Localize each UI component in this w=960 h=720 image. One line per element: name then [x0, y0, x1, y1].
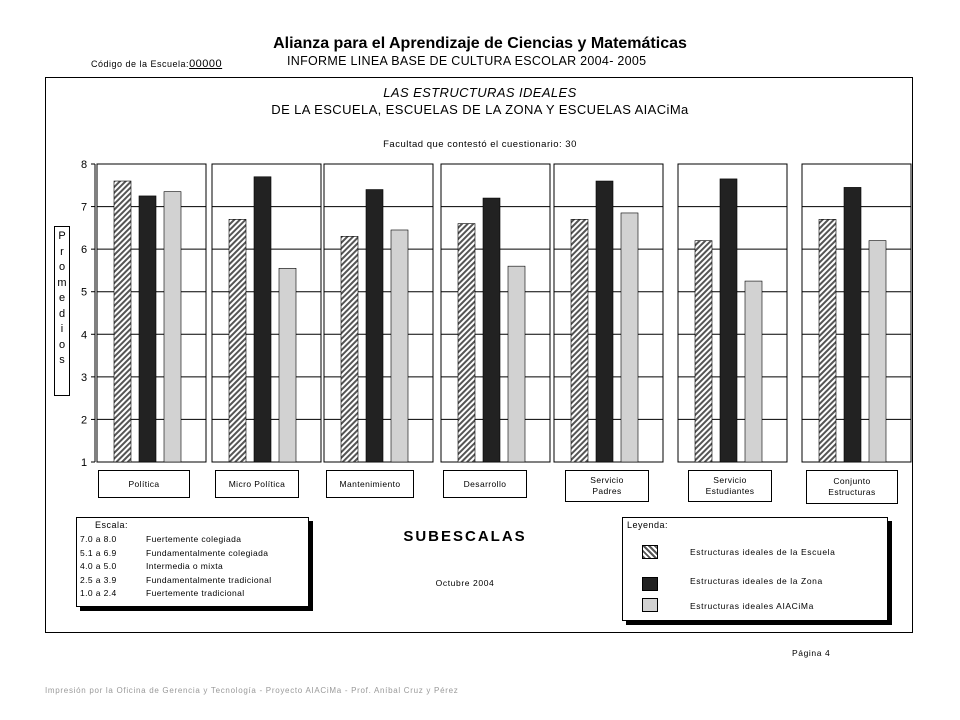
bar — [114, 181, 131, 462]
x-tick-label: Conjunto Estructuras — [806, 470, 898, 504]
page-number: Página 4 — [792, 648, 831, 658]
bar — [229, 219, 246, 462]
bar — [869, 241, 886, 462]
scale-range: 5.1 a 6.9 — [80, 547, 117, 558]
school-code-value: 00000 — [189, 58, 223, 70]
x-tick-label: Política — [98, 470, 190, 498]
bar — [571, 219, 588, 462]
scale-row — [80, 588, 245, 598]
report-subtitle: INFORME LINEA BASE DE CULTURA ESCOLAR 2004- 2005 — [287, 54, 647, 68]
bar — [745, 281, 762, 462]
x-tick-label: Micro Política — [215, 470, 299, 498]
bar — [621, 213, 638, 462]
bar — [695, 241, 712, 462]
scale-label: Fundamentalmente tradicional — [146, 574, 272, 585]
scale-row — [80, 548, 268, 558]
bar — [279, 268, 296, 462]
school-code-label: Código de la Escuela: — [91, 59, 190, 69]
bar — [508, 266, 525, 462]
y-tick-label: 8 — [80, 159, 88, 171]
report-title: Alianza para el Aprendizaje de Ciencias y Matemáticas — [273, 35, 687, 52]
legend-swatch — [642, 598, 658, 612]
y-axis-label: P r o m e d i o s — [54, 226, 70, 396]
x-tick-label: Mantenimiento — [326, 470, 414, 498]
y-tick-label: 3 — [80, 371, 88, 384]
legend-label: Estructuras ideales de la Zona — [690, 576, 823, 586]
x-tick-label: Desarrollo — [443, 470, 527, 498]
bar — [366, 190, 383, 462]
scale-label: Fuertemente tradicional — [146, 588, 245, 598]
scale-label: Intermedia o mixta — [146, 561, 224, 571]
bar — [483, 198, 500, 462]
bar — [254, 177, 271, 462]
bar — [164, 192, 181, 462]
scale-range: 4.0 a 5.0 — [80, 561, 117, 571]
scale-range: 1.0 a 2.4 — [80, 588, 117, 598]
chart-title: LAS ESTRUCTURAS IDEALES — [383, 85, 577, 100]
y-tick-label: 7 — [80, 201, 88, 214]
legend-label: Estructuras ideales AIACiMa — [690, 601, 814, 611]
scale-row — [80, 561, 223, 571]
y-tick-label: 2 — [80, 414, 88, 427]
bar — [341, 236, 358, 462]
footer-credit: Impresión por la Oficina de Gerencia y Tecnología - Proyecto AIACiMa - Prof. Aníbal Cruz y Pérez — [45, 686, 459, 695]
chart-subtitle: DE LA ESCUELA, ESCUELAS DE LA ZONA Y ESCUELAS AIACiMa — [271, 102, 689, 117]
legend-swatch — [642, 545, 658, 559]
x-axis-label: SUBESCALAS — [403, 528, 527, 545]
x-tick-label: Servicio Estudiantes — [688, 470, 772, 502]
bar — [844, 187, 861, 462]
scale-range: 2.5 a 3.9 — [80, 574, 117, 585]
legend-label: Estructuras ideales de la Escuela — [690, 547, 836, 557]
bar — [720, 179, 737, 462]
x-tick-label: Servicio Padres — [565, 470, 649, 502]
y-tick-label: 6 — [80, 244, 88, 257]
y-tick-label: 4 — [80, 329, 88, 342]
report-date: Octubre 2004 — [435, 578, 495, 588]
legend-swatch — [642, 577, 658, 591]
scale-label: Fundamentalmente colegiada — [146, 547, 269, 558]
legend-title: Leyenda: — [627, 520, 669, 530]
bar — [391, 230, 408, 462]
scale-title: Escala: — [95, 520, 129, 530]
bar — [596, 181, 613, 462]
scale-label: Fuertemente colegiada — [146, 534, 242, 544]
bar — [819, 219, 836, 462]
bar — [458, 224, 475, 462]
bar — [139, 196, 156, 462]
y-tick-label: 1 — [80, 457, 88, 469]
y-tick-label: 5 — [80, 286, 88, 299]
scale-range: 7.0 a 8.0 — [80, 534, 117, 544]
faculty-note: Facultad que contestó el cuestionario: 30 — [383, 139, 577, 150]
